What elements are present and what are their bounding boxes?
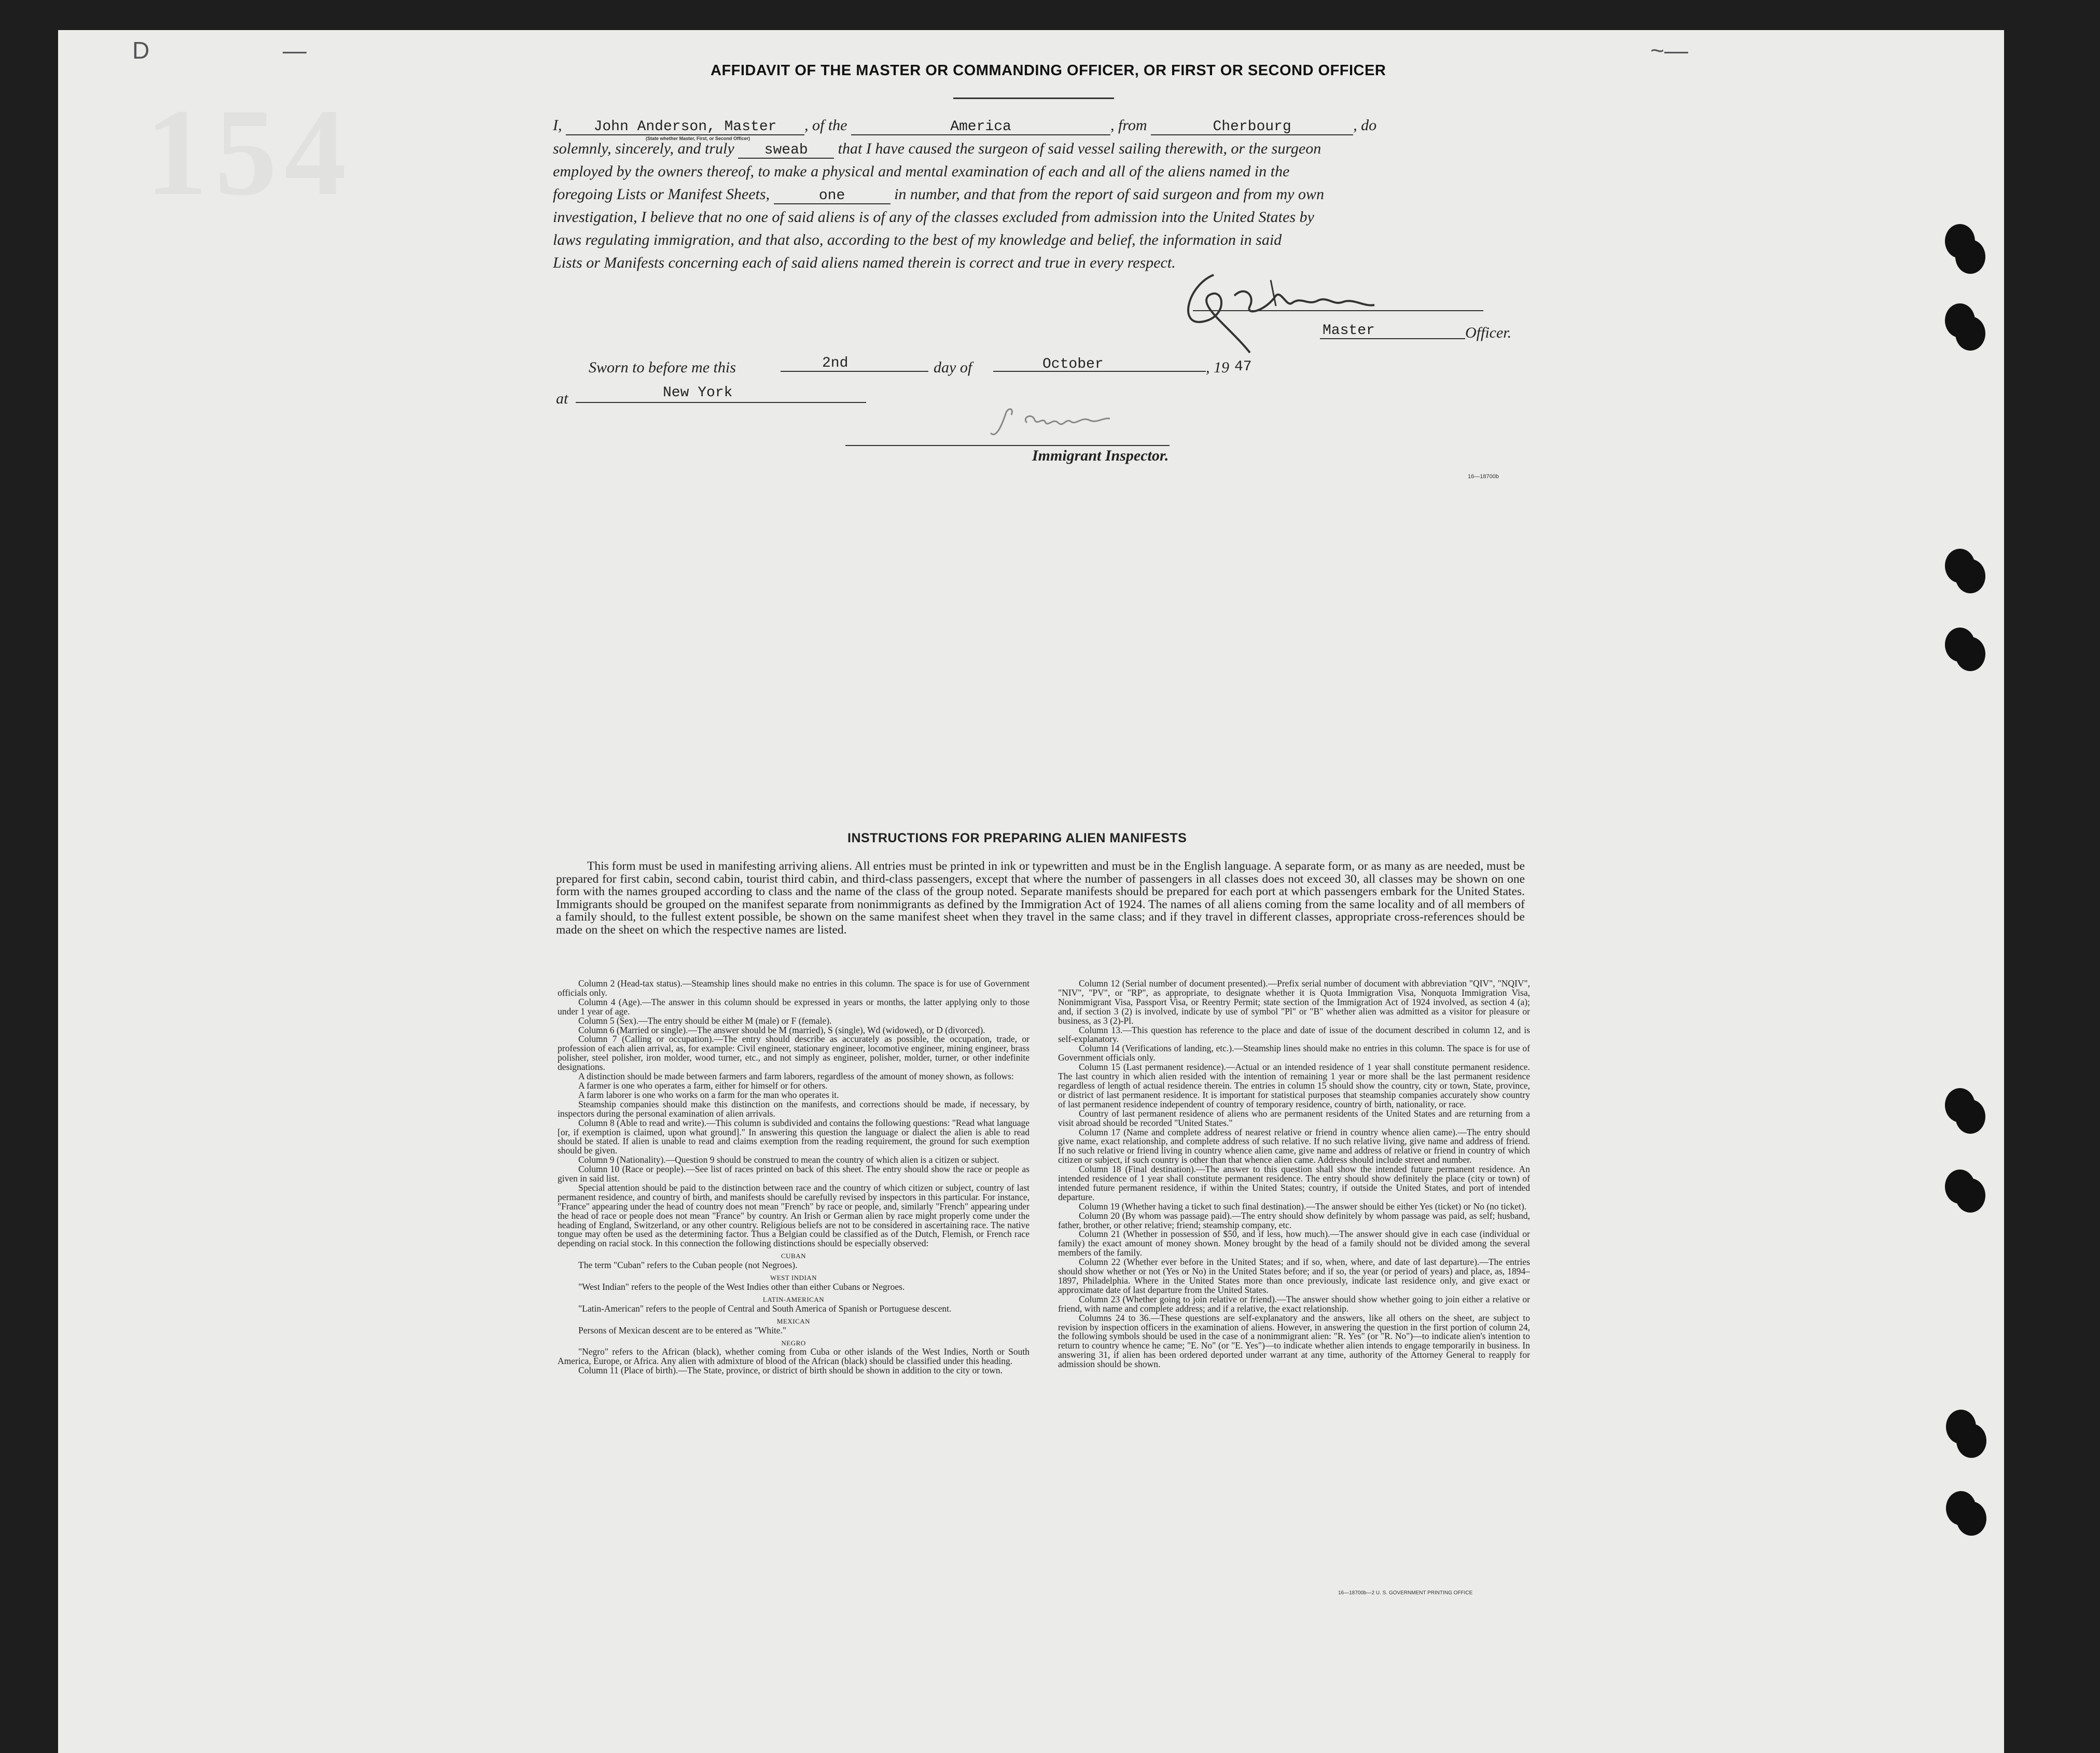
instruction-paragraph: Special attention should be paid to the distinction between race and the country of which citizen or subject, country of last permanent residence, and country of birth, and manifests should be carefully revised by inspectors in this particular. For instance, "France" appearing under the head of country does not mean "French" by race or people, and, similarly "French" appearing under the head of race or people does not mean "France" by country. An Irish or German alien by race might properly come under the heading of England, Switzerland, or any other country. Religious beliefs are not to be considered in ascertaining race. The native tongue may often be used as the determining factor. Thus a Belgian could be classified as of the Dutch, Flemish, or French race depending on racial stock. In this connection the following distinctions should be especially observed: [558, 1182, 1030, 1249]
officer-rank-value: Master [1323, 323, 1375, 339]
instruction-paragraph: Column 21 (Whether in possession of $50, and if less, how much).—The answer should give in each case (individual or family) the exact amount of money shown. Money brought by the head of a family should not be divided among the several members of the family. [1058, 1229, 1530, 1258]
printing-office-footer: 16—18700b—2 U. S. GOVERNMENT PRINTING OFFICE [1338, 1590, 1473, 1596]
inspector-label: Immigrant Inspector. [1032, 447, 1169, 464]
instruction-paragraph: A farm laborer is one who works on a farm for the man who operates it. [578, 1089, 839, 1100]
instruction-paragraph: Column 2 (Head-tax status).—Steamship lines should make no entries in this column. The space is for use of Government officials only. [558, 979, 1030, 998]
sheet-count-value: one [774, 189, 891, 204]
affidavit-line-3: employed by the owners thereof, to make a physical and mental examination of each and all of the aliens named in the [553, 163, 1290, 180]
affidavit-line-2 [553, 137, 1523, 160]
affidavit-text: that I have caused the surgeon of said vessel sailing therewith, or the surgeon [838, 140, 1322, 157]
instruction-paragraph: A farmer is one who operates a farm, either for himself or for others. [578, 1080, 828, 1091]
year-prefix: , 19 [1206, 359, 1229, 376]
rank-line [1320, 338, 1465, 339]
of-the-text: , of the [804, 117, 847, 134]
affidavit-text: solemnly, sincerely, and truly [553, 140, 734, 157]
title-rule [953, 98, 1114, 99]
instructions-intro: This form must be used in manifesting arriving aliens. All entries must be printed in ink or typewritten and must be in the English language. A separate form, or as many as are needed, must be prepared for first cabin, second cabin, tourist third cabin, and third-class passengers, except that where the number of passengers in all classes does not exceed 30, all classes may be shown on one form with the names grouped according to class and the name of the class of the group noted. Separate manifests should be prepared for each port at which passengers embark for the United States. Immigrants should be grouped on the manifest separate from nonimmigrants as defined by the Immigration Act of 1924. The names of all aliens coming from the same locality and of all members of a family should, to the fullest extent possible, be shown on the same manifest sheet when they travel in the same class; and if they travel in different classes, appropriate cross-references should be made on the sheet on which the respective names are listed. [556, 859, 1525, 937]
affidavit-text: in number, and that from the report of said surgeon and from my own [894, 186, 1324, 203]
instruction-paragraph: Column 8 (Able to read and write).—This column is subdivided and contains the following questions: "Read what language [or, if exemption is claimed, upon what ground]." In answering this question the language or dialect the alien is able to read should be stated. If alien is unable to read and claims exemption from the reading requirement, the ground for such exemption should be given. [558, 1117, 1030, 1156]
do-text: , do [1353, 117, 1377, 134]
race-definition: "Latin-American" refers to the people of Central and South America of Spanish or Portuguese descent. [578, 1303, 952, 1314]
officer-rank-caption: (State whether Master, First, or Second Officer) [646, 136, 750, 141]
race-definition: Persons of Mexican descent are to be entered as "White." [578, 1325, 787, 1335]
instruction-paragraph: Column 20 (By whom was passage paid).—The entry should show definitely by whom passage was paid, as self; husband, father, brother, or other relative; friend; steamship company, etc. [1058, 1210, 1530, 1230]
affidavit-i: I, [553, 117, 562, 134]
instruction-paragraph: A distinction should be made between farmers and farm laborers, regardless of the amount of money shown, as follows: [578, 1071, 1014, 1082]
oath-word-value: sweab [738, 143, 834, 159]
instruction-paragraph: Column 4 (Age).—The answer in this column should be expressed in years or months, the latter applying only to those under 1 year of age. [558, 996, 1030, 1017]
instruction-paragraph: Column 6 (Married or single).—The answer should be M (married), S (single), Wd (widowed), or D (divorced). [578, 1024, 985, 1035]
bleed-through-number: 154 [145, 83, 354, 221]
instruction-paragraph: Column 19 (Whether having a ticket to such final destination).—The answer should be either Yes (ticket) or No (no ticket). [1079, 1201, 1527, 1212]
instructions-left-column [558, 979, 1030, 1594]
sworn-month-value: October [1042, 356, 1104, 372]
from-text: , from [1110, 117, 1147, 134]
sworn-text: Sworn to before me this [589, 359, 736, 376]
place-line [576, 402, 866, 403]
sworn-day-value: 2nd [822, 355, 849, 371]
instruction-paragraph: Column 13.—This question has reference to the place and date of issue of the document described in column 12, and is self-explanatory. [1058, 1024, 1530, 1045]
officer-name-value: John Anderson, Master [566, 120, 804, 135]
punch-hole [1955, 559, 1985, 593]
punch-hole [1955, 240, 1985, 274]
instruction-paragraph: Column 11 (Place of birth).—The State, province, or district of birth should be shown in addition to the city or town. [578, 1365, 1003, 1376]
officer-suffix: Officer. [1465, 324, 1512, 341]
instruction-paragraph: Column 12 (Serial number of document presented).—Prefix serial number of document with abbreviation "QIV", "NQIV", "NIV", "PV", or "RP", as appropriate, to designate whether it is Quota Immigration Visa, Nonquota Immigration Visa, Nonimmigrant Visa, Passport Visa, or Reentry Permit; state section of the Immigration Act of 1924 involved, as section 4 (a); and, if section 3 (2) is involved, indicate by use of symbol "Pl" or "B" whether alien was admitted as a visitor for pleasure or business, as 3 (2)-Pl. [1058, 979, 1530, 1026]
inspector-signature [985, 402, 1131, 443]
form-number: 16—18700b [1468, 474, 1499, 480]
affidavit-title: AFFIDAVIT OF THE MASTER OR COMMANDING OFFICER, OR FIRST OR SECOND OFFICER [711, 62, 1386, 79]
race-definition: The term "Cuban" refers to the Cuban people (not Negroes). [578, 1260, 798, 1271]
margin-mark-dash: — [283, 37, 307, 64]
race-heading: LATIN-AMERICAN [762, 1295, 825, 1303]
instruction-paragraph: Column 17 (Name and complete address of nearest relative or friend in country whence alien came).—The entry should give name, exact relationship, and complete address of such relative. If no such relative living, give name and address of friend. If no such relative or friend living in country whence alien came, give name and address of relative or friend in country of which citizen or subject, if such country is other than that whence alien came. Address should include street and number. [1058, 1126, 1530, 1165]
day-line [781, 371, 928, 372]
punch-hole [1956, 1501, 1986, 1536]
at-text: at [556, 390, 568, 407]
affidavit-line-7: Lists or Manifests concerning each of said aliens named therein is correct and true in every respect. [553, 254, 1176, 271]
instruction-paragraph: Column 5 (Sex).—The entry should be either M (male) or F (female). [578, 1015, 832, 1026]
race-heading: WEST INDIAN [770, 1274, 817, 1282]
day-of-text: day of [934, 359, 972, 376]
master-signature [1167, 265, 1426, 363]
signature-line [1193, 310, 1483, 311]
instruction-paragraph: Column 23 (Whether going to join relative or friend).—The answer should show whether going to join either a relative or friend, with name and complete address; and if a relative, the exact relationship. [1058, 1293, 1530, 1314]
race-definition: "West Indian" refers to the people of the West Indies other than either Cubans or Negroes. [578, 1282, 905, 1292]
sworn-year-value: 47 [1234, 359, 1252, 375]
race-heading: MEXICAN [776, 1317, 811, 1325]
vessel-name-value: America [851, 120, 1110, 135]
affidavit-line-5: investigation, I believe that no one of said aliens is of any of the classes excluded from admission into the United States by [553, 208, 1314, 226]
punch-hole [1956, 1424, 1986, 1458]
instruction-paragraph: Column 14 (Verifications of landing, etc.).—Steamship lines should make no entries in this column. The space is for use of Government officials only. [1058, 1043, 1530, 1063]
punch-hole [1955, 637, 1985, 671]
instruction-paragraph: Column 22 (Whether ever before in the United States; and if so, when, where, and date of last departure).—The entries should show whether or not (Yes or No) in the United States before; and if so, the year (or period of years) and place, as, 1894–1897, Philadelphia. Where in the United States more than once previously, indicate last residence only, and give exact or approximate date of last departure from the United States. [1058, 1257, 1530, 1295]
instruction-paragraph: Column 15 (Last permanent residence).—Actual or an intended residence of 1 year shall constitute permanent residence. The last country in which alien resided with the intention of remaining 1 year or more shall be the last permanent residence regardless of length of actual residence therein. The entries in column 15 should show the country, city or town, State, province, or district of last permanent residence. It is important for statistical purposes that steamship companies accurately show country of last permanent residence independent of country of temporary residence, country of birth, nationality, or race. [1058, 1062, 1530, 1109]
margin-mark-right: ~— [1650, 37, 1688, 64]
affidavit-text: foregoing Lists or Manifest Sheets, [553, 186, 770, 203]
race-definition: "Negro" refers to the African (black), whether coming from Cuba or other islands of the West Indies, North or South America, Europe, or Africa. Any alien with admixture of blood of the African (black) should be classified under this heading. [558, 1346, 1030, 1367]
instruction-paragraph: Column 18 (Final destination).—The answer to this question shall show the intended future permanent residence. An intended residence of 1 year shall constitute permanent residence. The entry should show definitely the place (city or town) of intended future permanent residence, if within the United States; country, if outside the United States, and port of intended departure. [1058, 1164, 1530, 1202]
instruction-paragraph: Column 9 (Nationality).—Question 9 should be construed to mean the country of which alien is a citizen or subject. [578, 1154, 999, 1165]
instruction-paragraph: Columns 24 to 36.—These questions are self-explanatory and the answers, like all others on the sheet, are subject to revision by inspection officers in the examination of aliens. However, in answering the question in the first portion of column 24, the following symbols should be used in the case of a nonimmigrant alien: "R. Yes" (or "R. No")—to indicate alien's intention to return to country whence he came; "E. No" (or "E. Yes")—to indicate whether alien intends to engage temporarily in business. In answering 31, if alien has been ordered deported under warrant at any time, authority of the Attorney General to reapply for admission should be shown. [1058, 1312, 1530, 1370]
instruction-paragraph: Column 7 (Calling or occupation).—The entry should describe as accurately as possible, the occupation, trade, or profession of each alien arrival, as, for example: Civil engineer, stationary engineer, locomotive engineer, mining engineer, brass polisher, steel polisher, iron molder, wood turner, etc., and not simply as engineer, polisher, molder, turner, or other indefinite designations. [558, 1034, 1030, 1073]
affidavit-line-1 [553, 114, 1523, 137]
instruction-paragraph: Column 10 (Race or people).—See list of races printed on back of this sheet. The entry should show the race or people as given in said list. [558, 1164, 1030, 1184]
sworn-place-value: New York [663, 385, 733, 401]
affidavit-line-4 [553, 183, 1523, 206]
margin-mark-left: D [132, 37, 150, 64]
punch-hole [1955, 1178, 1985, 1213]
punch-hole [1955, 316, 1985, 351]
inspector-line [845, 445, 1170, 446]
instruction-paragraph: Steamship companies should make this distinction on the manifests, and corrections should be made, if necessary, by inspectors during the personal examination of alien arrivals. [558, 1098, 1030, 1119]
punch-hole [1955, 1100, 1985, 1134]
instructions-right-column [1058, 979, 1530, 1594]
instructions-title: INSTRUCTIONS FOR PREPARING ALIEN MANIFESTS [847, 831, 1187, 845]
instruction-paragraph: Country of last permanent residence of aliens who are permanent residents of the United States and are returning from a visit abroad should be recorded "United States." [1058, 1108, 1530, 1128]
affidavit-line-6: laws regulating immigration, and that also, according to the best of my knowledge and belief, the information in said [553, 231, 1282, 248]
departure-port-value: Cherbourg [1151, 120, 1353, 135]
race-heading: NEGRO [781, 1339, 806, 1347]
month-line [993, 371, 1206, 372]
race-heading: CUBAN [781, 1252, 806, 1260]
